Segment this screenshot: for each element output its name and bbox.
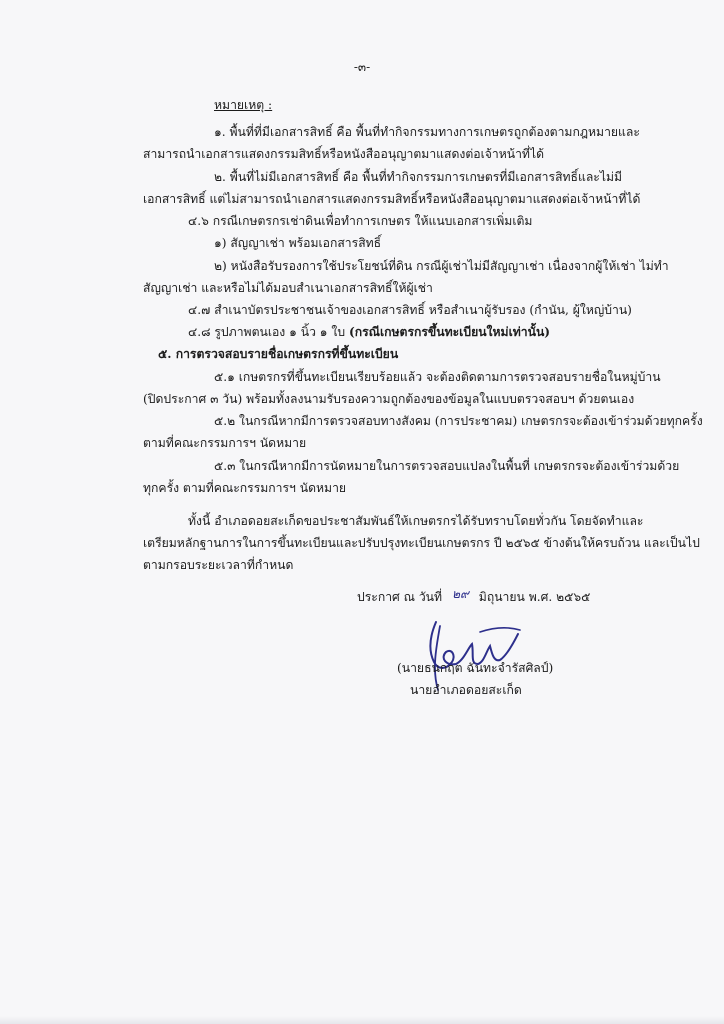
item-5-2-line-2: ตามที่คณะกรรมการฯ นัดหมาย [143,436,307,450]
item-4-7: ๔.๗ สำเนาบัตรประชาชนเจ้าของเอกสารสิทธิ์ หรือสำเนาผู้รับรอง (กำนัน, ผู้ใหญ่บ้าน) [188,303,632,317]
note-2-line-1: ๒. พื้นที่ไม่มีเอกสารสิทธิ์ คือ พื้นที่ทำกิจกรรมการเกษตรที่มีเอกสารสิทธิ์และไม่มี [214,170,623,184]
item-4-8-bold-note: (กรณีเกษตรกรขึ้นทะเบียนใหม่เท่านั้น) [348,325,551,339]
signature [422,612,532,692]
closing-line-1: ทั้งนี้ อำเภอดอยสะเก็ดขอประชาสัมพันธ์ให้เกษตรกรได้รับทราบโดยทั่วกัน โดยจัดทำและ [188,514,644,528]
announce-date [357,588,590,606]
page-number: -๓- [353,60,371,74]
announce-prefix: ประกาศ ณ วันที่ [357,590,443,604]
item-4-8 [188,323,550,341]
note-2-line-2: เอกสารสิทธิ์ แต่ไม่สามารถนำเอกสารแสดงกรรมสิทธิ์หรือหนังสืออนุญาตมาแสดงต่อเจ้าหน้าที่ได้ [143,192,641,206]
closing-line-3: ตามกรอบระยะเวลาที่กำหนด [143,558,294,572]
announce-day: ๒๙ [451,587,469,601]
item-4-6-2-line-1: ๒) หนังสือรับรองการใช้ประโยชน์ที่ดิน กรณีผู้เช่าไม่มีสัญญาเช่า เนื่องจากผู้ให้เช่า ไม่ทำ [214,259,669,273]
item-4-6: ๔.๖ กรณีเกษตรกรเช่าดินเพื่อทำการเกษตร ให้แนบเอกสารเพิ่มเติม [188,214,533,228]
note-1-line-2: สามารถนำเอกสารแสดงกรรมสิทธิ์หรือหนังสืออนุญาตมาแสดงต่อเจ้าหน้าที่ได้ [143,147,545,161]
item-4-6-2-line-2: สัญญาเช่า และหรือไม่ได้มอบสำเนาเอกสารสิทธิ์ให้ผู้เช่า [143,281,433,295]
item-5-3-line-2: ทุกครั้ง ตามที่คณะกรรมการฯ นัดหมาย [143,481,347,495]
note-1-line-1: ๑. พื้นที่ที่มีเอกสารสิทธิ์ คือ พื้นที่ทำกิจกรรมทางการเกษตรถูกต้องตามกฎหมายและ [214,125,640,139]
signer-title: นายอำเภอดอยสะเก็ด [410,683,522,697]
item-5-1-line-2: (ปิดประกาศ ๓ วัน) พร้อมทั้งลงนามรับรองความถูกต้องของข้อมูลในแบบตรวจสอบฯ ด้วยตนเอง [143,392,635,406]
item-4-6-1: ๑) สัญญาเช่า พร้อมเอกสารสิทธิ์ [214,236,382,250]
item-5-3-line-1: ๕.๓ ในกรณีหากมีการนัดหมายในการตรวจสอบแปลงในพื้นที่ เกษตรกรจะต้องเข้าร่วมด้วย [214,459,680,473]
page-edge [0,1016,724,1024]
item-5-2-line-1: ๕.๒ ในกรณีหากมีการตรวจสอบทางสังคม (การประชาคม) เกษตรกรจะต้องเข้าร่วมด้วยทุกครั้ง [214,414,703,428]
signer-name: (นายธนกฤต ฉันทะจำรัสศิลป์) [397,661,554,675]
section-5-heading: ๕. การตรวจสอบรายชื่อเกษตรกรที่ขึ้นทะเบียน [158,347,399,361]
item-4-8-text: ๔.๘ รูปภาพตนเอง ๑ นิ้ว ๑ ใบ [188,325,349,339]
closing-line-2: เตรียมหลักฐานการในการขึ้นทะเบียนและปรับปรุงทะเบียนเกษตรกร ปี ๒๕๖๕ ข้างต้นให้ครบถ้วน และเป็นไป [143,536,700,550]
announce-suffix: มิถุนายน พ.ศ. ๒๕๖๕ [478,590,591,604]
item-5-1-line-1: ๕.๑ เกษตรกรที่ขึ้นทะเบียนเรียบร้อยแล้ว จะต้องติดตามการตรวจสอบรายชื่อในหมู่บ้าน [214,370,661,384]
note-heading: หมายเหตุ : [214,98,273,112]
